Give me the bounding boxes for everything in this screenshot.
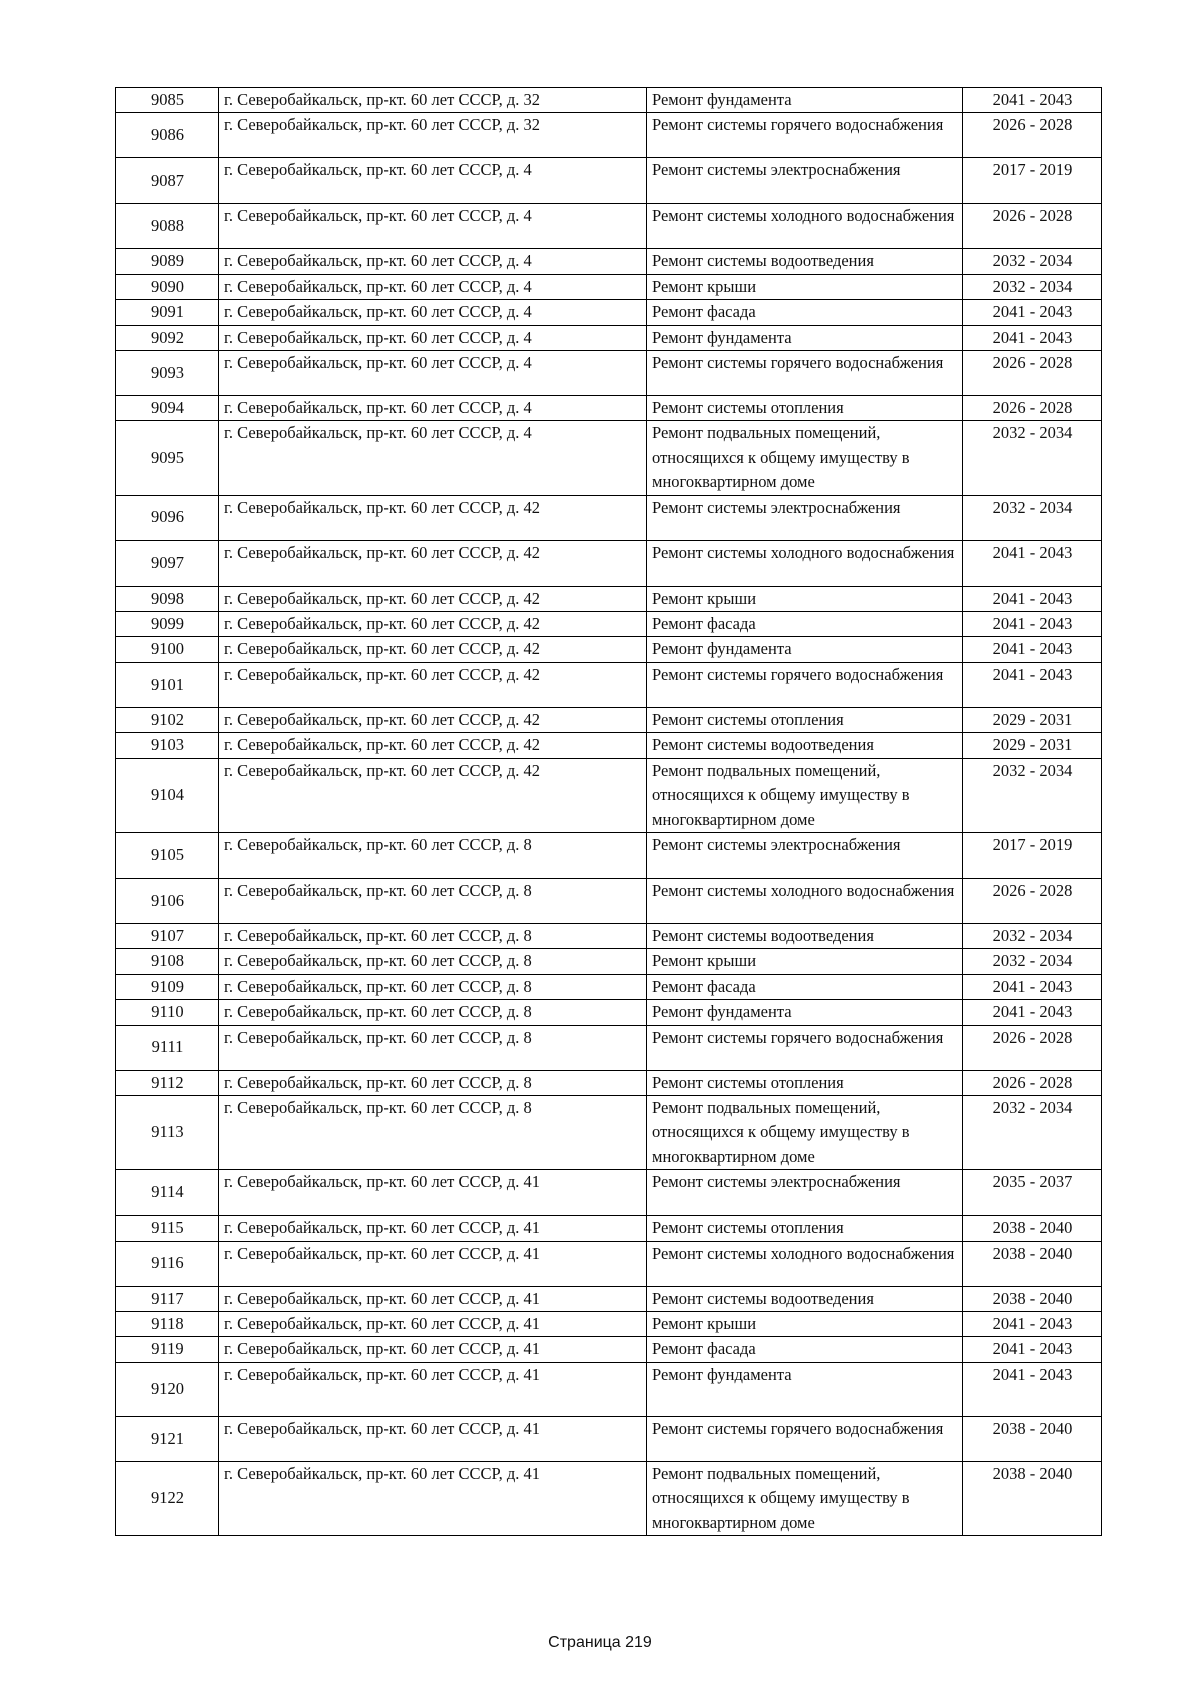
period-cell: 2032 - 2034: [963, 923, 1102, 948]
table-row: [116, 586, 1102, 611]
address-cell: г. Северобайкальск, пр-кт. 60 лет СССР, д. 32: [219, 113, 647, 158]
address-cell: г. Северобайкальск, пр-кт. 60 лет СССР, д. 8: [219, 1025, 647, 1070]
period-cell: 2038 - 2040: [963, 1241, 1102, 1286]
address-cell: г. Северобайкальск, пр-кт. 60 лет СССР, д. 41: [219, 1362, 647, 1416]
table-row: [116, 662, 1102, 707]
row-number: 9122: [116, 1461, 219, 1535]
address-cell: г. Северобайкальск, пр-кт. 60 лет СССР, д. 8: [219, 832, 647, 878]
period-cell: 2041 - 2043: [963, 662, 1102, 707]
row-number: 9097: [116, 540, 219, 586]
work-type-cell: Ремонт системы электроснабжения: [647, 1170, 963, 1216]
table-row: [116, 878, 1102, 923]
row-number: 9099: [116, 612, 219, 637]
work-type-cell: Ремонт системы отопления: [647, 396, 963, 421]
period-cell: 2041 - 2043: [963, 300, 1102, 325]
period-cell: 2032 - 2034: [963, 1095, 1102, 1169]
period-cell: 2041 - 2043: [963, 1311, 1102, 1336]
table-row: [116, 1170, 1102, 1216]
work-type-cell: Ремонт фундамента: [647, 325, 963, 350]
row-number: 9117: [116, 1286, 219, 1311]
address-cell: г. Северобайкальск, пр-кт. 60 лет СССР, д. 41: [219, 1216, 647, 1241]
table-row: [116, 1337, 1102, 1362]
page-number: Страница 219: [548, 1634, 652, 1651]
repair-schedule-table: [115, 87, 1102, 1536]
address-cell: г. Северобайкальск, пр-кт. 60 лет СССР, д. 4: [219, 204, 647, 249]
work-type-cell: Ремонт фасада: [647, 300, 963, 325]
table-row: [116, 1095, 1102, 1169]
table-row: [116, 923, 1102, 948]
row-number: 9100: [116, 637, 219, 662]
row-number: 9104: [116, 758, 219, 832]
address-cell: г. Северобайкальск, пр-кт. 60 лет СССР, д. 41: [219, 1241, 647, 1286]
address-cell: г. Северобайкальск, пр-кт. 60 лет СССР, д. 42: [219, 637, 647, 662]
table-row: [116, 540, 1102, 586]
table-row: [116, 1311, 1102, 1336]
address-cell: г. Северобайкальск, пр-кт. 60 лет СССР, д. 32: [219, 88, 647, 113]
row-number: 9116: [116, 1241, 219, 1286]
period-cell: 2041 - 2043: [963, 1362, 1102, 1416]
row-number: 9096: [116, 495, 219, 540]
table-row: [116, 204, 1102, 249]
row-number: 9121: [116, 1416, 219, 1461]
table-row: [116, 495, 1102, 540]
address-cell: г. Северобайкальск, пр-кт. 60 лет СССР, д. 8: [219, 878, 647, 923]
row-number: 9112: [116, 1070, 219, 1095]
work-type-cell: Ремонт системы отопления: [647, 707, 963, 732]
period-cell: 2029 - 2031: [963, 733, 1102, 758]
table-row: [116, 1416, 1102, 1461]
address-cell: г. Северобайкальск, пр-кт. 60 лет СССР, д. 8: [219, 974, 647, 999]
row-number: 9103: [116, 733, 219, 758]
table-row: [116, 1286, 1102, 1311]
table-row: [116, 949, 1102, 974]
row-number: 9106: [116, 878, 219, 923]
address-cell: г. Северобайкальск, пр-кт. 60 лет СССР, д. 8: [219, 1000, 647, 1025]
period-cell: 2026 - 2028: [963, 1070, 1102, 1095]
work-type-cell: Ремонт системы горячего водоснабжения: [647, 1416, 963, 1461]
period-cell: 2032 - 2034: [963, 421, 1102, 495]
period-cell: 2041 - 2043: [963, 974, 1102, 999]
address-cell: г. Северобайкальск, пр-кт. 60 лет СССР, д. 42: [219, 495, 647, 540]
row-number: 9120: [116, 1362, 219, 1416]
period-cell: 2038 - 2040: [963, 1286, 1102, 1311]
table-row: [116, 612, 1102, 637]
period-cell: 2032 - 2034: [963, 758, 1102, 832]
address-cell: г. Северобайкальск, пр-кт. 60 лет СССР, д. 4: [219, 325, 647, 350]
work-type-cell: Ремонт фундамента: [647, 1000, 963, 1025]
address-cell: г. Северобайкальск, пр-кт. 60 лет СССР, д. 8: [219, 949, 647, 974]
work-type-cell: Ремонт системы горячего водоснабжения: [647, 1025, 963, 1070]
row-number: 9094: [116, 396, 219, 421]
work-type-cell: Ремонт крыши: [647, 1311, 963, 1336]
address-cell: г. Северобайкальск, пр-кт. 60 лет СССР, д. 41: [219, 1416, 647, 1461]
work-type-cell: Ремонт системы горячего водоснабжения: [647, 351, 963, 396]
address-cell: г. Северобайкальск, пр-кт. 60 лет СССР, д. 4: [219, 158, 647, 204]
table-row: [116, 1362, 1102, 1416]
row-number: 9119: [116, 1337, 219, 1362]
period-cell: 2041 - 2043: [963, 1000, 1102, 1025]
table-row: [116, 249, 1102, 274]
row-number: 9090: [116, 274, 219, 299]
row-number: 9085: [116, 88, 219, 113]
table-row: [116, 974, 1102, 999]
row-number: 9105: [116, 832, 219, 878]
work-type-cell: Ремонт подвальных помещений, относящихся к общему имуществу в многоквартирном доме: [647, 1095, 963, 1169]
address-cell: г. Северобайкальск, пр-кт. 60 лет СССР, д. 42: [219, 662, 647, 707]
work-type-cell: Ремонт крыши: [647, 949, 963, 974]
work-type-cell: Ремонт подвальных помещений, относящихся к общему имуществу в многоквартирном доме: [647, 421, 963, 495]
work-type-cell: Ремонт фасада: [647, 1337, 963, 1362]
work-type-cell: Ремонт фундамента: [647, 1362, 963, 1416]
period-cell: 2041 - 2043: [963, 612, 1102, 637]
table-row: [116, 1461, 1102, 1535]
row-number: 9098: [116, 586, 219, 611]
work-type-cell: Ремонт системы водоотведения: [647, 1286, 963, 1311]
period-cell: 2035 - 2037: [963, 1170, 1102, 1216]
table-row: [116, 637, 1102, 662]
table-row: [116, 300, 1102, 325]
address-cell: г. Северобайкальск, пр-кт. 60 лет СССР, д. 41: [219, 1170, 647, 1216]
address-cell: г. Северобайкальск, пр-кт. 60 лет СССР, д. 42: [219, 586, 647, 611]
table-row: [116, 1241, 1102, 1286]
period-cell: 2026 - 2028: [963, 878, 1102, 923]
address-cell: г. Северобайкальск, пр-кт. 60 лет СССР, д. 42: [219, 733, 647, 758]
row-number: 9092: [116, 325, 219, 350]
period-cell: 2038 - 2040: [963, 1216, 1102, 1241]
table-row: [116, 325, 1102, 350]
row-number: 9089: [116, 249, 219, 274]
row-number: 9087: [116, 158, 219, 204]
table-row: [116, 396, 1102, 421]
row-number: 9086: [116, 113, 219, 158]
address-cell: г. Северобайкальск, пр-кт. 60 лет СССР, д. 41: [219, 1461, 647, 1535]
row-number: 9113: [116, 1095, 219, 1169]
row-number: 9115: [116, 1216, 219, 1241]
table-row: [116, 733, 1102, 758]
work-type-cell: Ремонт системы горячего водоснабжения: [647, 662, 963, 707]
work-type-cell: Ремонт фасада: [647, 974, 963, 999]
period-cell: 2026 - 2028: [963, 204, 1102, 249]
address-cell: г. Северобайкальск, пр-кт. 60 лет СССР, д. 41: [219, 1337, 647, 1362]
work-type-cell: Ремонт системы отопления: [647, 1216, 963, 1241]
work-type-cell: Ремонт фундамента: [647, 637, 963, 662]
address-cell: г. Северобайкальск, пр-кт. 60 лет СССР, д. 42: [219, 612, 647, 637]
period-cell: 2029 - 2031: [963, 707, 1102, 732]
period-cell: 2041 - 2043: [963, 586, 1102, 611]
table-row: [116, 88, 1102, 113]
work-type-cell: Ремонт подвальных помещений, относящихся к общему имуществу в многоквартирном доме: [647, 1461, 963, 1535]
work-type-cell: Ремонт системы электроснабжения: [647, 495, 963, 540]
row-number: 9093: [116, 351, 219, 396]
work-type-cell: Ремонт фасада: [647, 612, 963, 637]
row-number: 9108: [116, 949, 219, 974]
period-cell: 2026 - 2028: [963, 396, 1102, 421]
work-type-cell: Ремонт системы водоотведения: [647, 923, 963, 948]
work-type-cell: Ремонт подвальных помещений, относящихся к общему имуществу в многоквартирном доме: [647, 758, 963, 832]
work-type-cell: Ремонт системы водоотведения: [647, 733, 963, 758]
work-type-cell: Ремонт системы водоотведения: [647, 249, 963, 274]
work-type-cell: Ремонт системы отопления: [647, 1070, 963, 1095]
address-cell: г. Северобайкальск, пр-кт. 60 лет СССР, д. 42: [219, 707, 647, 732]
work-type-cell: Ремонт системы горячего водоснабжения: [647, 113, 963, 158]
row-number: 9102: [116, 707, 219, 732]
address-cell: г. Северобайкальск, пр-кт. 60 лет СССР, д. 42: [219, 758, 647, 832]
address-cell: г. Северобайкальск, пр-кт. 60 лет СССР, д. 8: [219, 1095, 647, 1169]
row-number: 9110: [116, 1000, 219, 1025]
period-cell: 2038 - 2040: [963, 1416, 1102, 1461]
work-type-cell: Ремонт системы холодного водоснабжения: [647, 204, 963, 249]
address-cell: г. Северобайкальск, пр-кт. 60 лет СССР, д. 41: [219, 1311, 647, 1336]
period-cell: 2038 - 2040: [963, 1461, 1102, 1535]
table-row: [116, 1070, 1102, 1095]
period-cell: 2032 - 2034: [963, 949, 1102, 974]
period-cell: 2032 - 2034: [963, 495, 1102, 540]
row-number: 9107: [116, 923, 219, 948]
period-cell: 2041 - 2043: [963, 88, 1102, 113]
table-row: [116, 707, 1102, 732]
period-cell: 2041 - 2043: [963, 1337, 1102, 1362]
table-row: [116, 1216, 1102, 1241]
table-row: [116, 113, 1102, 158]
table-body: [116, 88, 1102, 1536]
work-type-cell: Ремонт системы холодного водоснабжения: [647, 878, 963, 923]
row-number: 9114: [116, 1170, 219, 1216]
period-cell: 2017 - 2019: [963, 832, 1102, 878]
table-row: [116, 274, 1102, 299]
row-number: 9101: [116, 662, 219, 707]
table-row: [116, 351, 1102, 396]
period-cell: 2041 - 2043: [963, 540, 1102, 586]
address-cell: г. Северобайкальск, пр-кт. 60 лет СССР, д. 8: [219, 1070, 647, 1095]
work-type-cell: Ремонт фундамента: [647, 88, 963, 113]
address-cell: г. Северобайкальск, пр-кт. 60 лет СССР, д. 8: [219, 923, 647, 948]
row-number: 9095: [116, 421, 219, 495]
period-cell: 2026 - 2028: [963, 351, 1102, 396]
address-cell: г. Северобайкальск, пр-кт. 60 лет СССР, д. 41: [219, 1286, 647, 1311]
period-cell: 2026 - 2028: [963, 1025, 1102, 1070]
table-row: [116, 758, 1102, 832]
work-type-cell: Ремонт системы электроснабжения: [647, 832, 963, 878]
row-number: 9111: [116, 1025, 219, 1070]
address-cell: г. Северобайкальск, пр-кт. 60 лет СССР, д. 4: [219, 421, 647, 495]
row-number: 9118: [116, 1311, 219, 1336]
period-cell: 2041 - 2043: [963, 325, 1102, 350]
address-cell: г. Северобайкальск, пр-кт. 60 лет СССР, д. 42: [219, 540, 647, 586]
work-type-cell: Ремонт крыши: [647, 586, 963, 611]
period-cell: 2026 - 2028: [963, 113, 1102, 158]
row-number: 9091: [116, 300, 219, 325]
address-cell: г. Северобайкальск, пр-кт. 60 лет СССР, д. 4: [219, 249, 647, 274]
table-row: [116, 832, 1102, 878]
address-cell: г. Северобайкальск, пр-кт. 60 лет СССР, д. 4: [219, 300, 647, 325]
work-type-cell: Ремонт крыши: [647, 274, 963, 299]
table-row: [116, 1025, 1102, 1070]
table-row: [116, 1000, 1102, 1025]
period-cell: 2032 - 2034: [963, 249, 1102, 274]
address-cell: г. Северобайкальск, пр-кт. 60 лет СССР, д. 4: [219, 274, 647, 299]
period-cell: 2017 - 2019: [963, 158, 1102, 204]
row-number: 9109: [116, 974, 219, 999]
table-row: [116, 158, 1102, 204]
address-cell: г. Северобайкальск, пр-кт. 60 лет СССР, д. 4: [219, 396, 647, 421]
period-cell: 2041 - 2043: [963, 637, 1102, 662]
period-cell: 2032 - 2034: [963, 274, 1102, 299]
work-type-cell: Ремонт системы электроснабжения: [647, 158, 963, 204]
work-type-cell: Ремонт системы холодного водоснабжения: [647, 540, 963, 586]
table-row: [116, 421, 1102, 495]
address-cell: г. Северобайкальск, пр-кт. 60 лет СССР, д. 4: [219, 351, 647, 396]
work-type-cell: Ремонт системы холодного водоснабжения: [647, 1241, 963, 1286]
row-number: 9088: [116, 204, 219, 249]
